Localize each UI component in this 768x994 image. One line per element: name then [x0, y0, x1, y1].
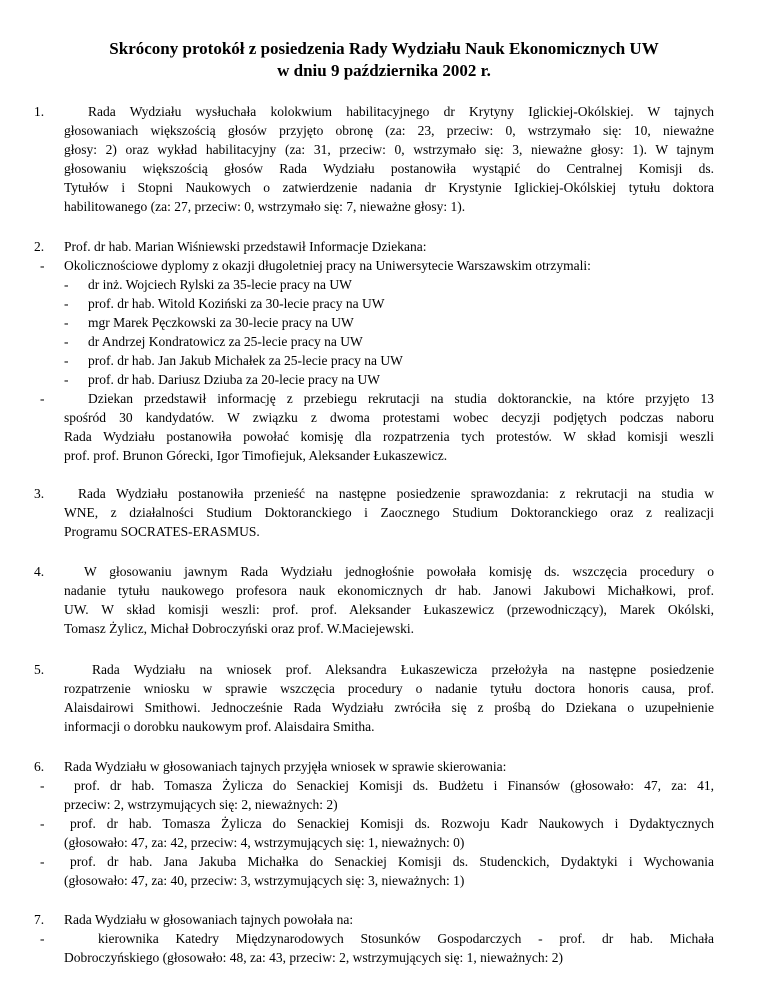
item-6: [34, 757, 714, 890]
item-line: (głosowało: 47, za: 40, przeciw: 3, wstrzymujących się: 3, nieważnych: 1): [64, 873, 465, 888]
committee-referral: - prof. dr hab. Tomasza Żylicza do Senackiej Komisji ds. Budżetu i Finansów (głosowało: 47, za: 41, przeciw: 2, wstrzymujących się: 2, nieważnych: 2): [40, 778, 714, 812]
recipient-item: - mgr Marek Pęczkowski za 30-lecie pracy na UW: [64, 315, 354, 330]
item-line: prof. dr hab. Tomasza Żylicza do Senackiej Komisji ds. Rozwoju Kadr Naukowych i Dydaktycznych: [70, 816, 714, 831]
appointment: - kierownika Katedry Międzynarodowych Stosunków Gospodarczych - prof. dr hab. Michała Dobroczyńskiego (głosowało: 48, za: 43, przeciw: 2, wstrzymujących się: 1, nieważnych: 2): [40, 931, 714, 965]
recipient-item: - prof. dr hab. Dariusz Dziuba za 20-lecie pracy na UW: [64, 372, 380, 387]
item-number: 6.: [34, 759, 45, 774]
item-head: Rada Wydziału w głosowaniach tajnych powołała na:: [64, 912, 354, 927]
item-line: prof. dr hab. Jana Jakuba Michałka do Senackiej Komisji ds. Studenckich, Dydaktyki i Wychowania: [70, 854, 714, 869]
item-line: Rada Wydziału na wniosek prof. Aleksandra Łukaszewicza przełożyła na następne posiedzenie: [92, 662, 714, 677]
diploma-heading: - Okolicznościowe dyplomy z okazji długoletniej pracy na Uniwersytecie Warszawskim otrzymali:: [40, 258, 591, 273]
title-line-1: Skrócony protokół z posiedzenia Rady Wydziału Nauk Ekonomicznych UW: [109, 39, 659, 58]
item-line: (głosowało: 47, za: 42, przeciw: 4, wstrzymujących się: 1, nieważnych: 0): [64, 835, 465, 850]
item-2: [34, 237, 714, 465]
item-7: [34, 910, 714, 967]
recipient-item: - dr Andrzej Kondratowicz za 25-lecie pracy na UW: [64, 334, 363, 349]
document-title: [0, 38, 768, 82]
item-line: kierownika Katedry Międzynarodowych Stosunków Gospodarczych - prof. dr hab. Michała: [98, 931, 714, 946]
title-line-2: w dniu 9 października 2002 r.: [277, 61, 491, 80]
item-number: 7.: [34, 912, 45, 927]
item-line: WNE, z działalności Studium Doktoranckiego i Zaocznego Studium Doktoranckiego oraz z realizacji: [64, 505, 714, 520]
recipient-item: - prof. dr hab. Jan Jakub Michałek za 25-lecie pracy na UW: [64, 353, 403, 368]
item-line: spośród 30 kandydatów. W związku z dwoma protestami wobec decyzji podjętych podczas naboru: [64, 410, 714, 425]
item-line: Tytułów i Stopni Naukowych o zatwierdzenie nadania dr Krystynie Iglickiej-Okólskiej tytułu doktora: [64, 180, 714, 195]
item-line: Rada Wydziału postanowiła powołać komisję dla rozpatrzenia tych protestów. W skład komisji weszli: [64, 429, 714, 444]
item-line: Rada Wydziału postanowiła przenieść na następne posiedzenie sprawozdania: z rekrutacji na studia w: [78, 486, 714, 501]
item-5: [34, 660, 714, 736]
item-number: 1.: [34, 104, 45, 119]
item-line: Alaisdairowi Smithowi. Jednocześnie Rada Wydziału zwróciła się z prośbą do Dziekana o uzupełnienie: [64, 700, 714, 715]
item-line: W głosowaniu jawnym Rada Wydziału jednogłośnie powołała komisję ds. wszczęcia procedury o: [84, 564, 714, 579]
item-line: głosy: 2) oraz wykład habilitacyjny (za: 31, przeciw: 0, wstrzymało się: 3, nieważne głosy: 1). W tajnym: [64, 142, 714, 157]
item-number: 4.: [34, 564, 45, 579]
item-line: Rada Wydziału wysłuchała kolokwium habilitacyjnego dr Krytyny Iglickiej-Okólskiej. W tajnych: [88, 104, 714, 119]
committee-referral: - prof. dr hab. Tomasza Żylicza do Senackiej Komisji ds. Rozwoju Kadr Naukowych i Dydaktycznych (głosowało: 47, za: 42, przeciw: 4, wstrzymujących się: 1, nieważnych: 0): [40, 816, 714, 850]
item-number: 3.: [34, 486, 45, 501]
recipient-item: - prof. dr hab. Witold Koziński za 30-lecie pracy na UW: [64, 296, 385, 311]
item-line: UW. W skład komisji weszli: prof. prof. Aleksander Łukaszewicz (przewodniczący), Marek Okólski,: [64, 602, 714, 617]
item-line: prof. dr hab. Tomasza Żylicza do Senackiej Komisji ds. Budżetu i Finansów (głosowało: 47, za: 41,: [74, 778, 714, 793]
item-4: [34, 562, 714, 638]
item-line: głosowaniu większością głosów Rada Wydziału postanowiła wystąpić do Centralnej Komisji ds.: [64, 161, 714, 176]
item-line: przeciw: 2, wstrzymujących się: 2, nieważnych: 2): [64, 797, 338, 812]
item-line: habilitowanego (za: 27, przeciw: 0, wstrzymało się: 7, nieważne głosy: 1).: [64, 199, 466, 214]
item-line: Programu SOCRATES-ERASMUS.: [64, 524, 260, 539]
dean-report: - Dziekan przedstawił informację z przebiegu rekrutacji na studia doktoranckie, na które przyjęto 13 spośród 30 kandydatów. W związku z dwoma protestami wobec decyzji podjętych podczas naboru Rada Wydziału postanowiła powołać komisję dla rozpatrzenia tych protestów. W skład komisji weszli prof. prof. Brunon Górecki, Igor Timofiejuk, Aleksander Łukaszewicz.: [40, 391, 714, 463]
committee-referral: - prof. dr hab. Jana Jakuba Michałka do Senackiej Komisji ds. Studenckich, Dydaktyki i Wychowania (głosowało: 47, za: 40, przeciw: 3, wstrzymujących się: 3, nieważnych: 1): [40, 854, 714, 888]
item-number: 5.: [34, 662, 45, 677]
item-line: nadanie tytułu naukowego profesora nauk ekonomicznych dr hab. Janowi Jakubowi Michałkowi, prof.: [64, 583, 714, 598]
item-line: głosowaniach większością głosów przyjęto obronę (za: 23, przeciw: 0, wstrzymało się: 10, nieważne: [64, 123, 714, 138]
item-line: Tomasz Żylicz, Michał Dobroczyński oraz prof. W.Maciejewski.: [64, 621, 414, 636]
item-number: 2.: [34, 239, 45, 254]
item-head: Prof. dr hab. Marian Wiśniewski przedstawił Informacje Dziekana:: [64, 239, 427, 254]
item-3: [34, 484, 714, 541]
recipient-item: - dr inż. Wojciech Rylski za 35-lecie pracy na UW: [64, 277, 352, 292]
item-line: Dobroczyńskiego (głosowało: 48, za: 43, przeciw: 2, wstrzymujących się: 1, nieważnych: 2): [64, 950, 563, 965]
item-line: Dziekan przedstawił informację z przebiegu rekrutacji na studia doktoranckie, na które przyjęto 13: [88, 391, 714, 406]
item-line: rozpatrzenie wniosku w sprawie wszczęcia procedury o nadanie tytułu doctora honoris causa, prof.: [64, 681, 714, 696]
item-line: prof. prof. Brunon Górecki, Igor Timofiejuk, Aleksander Łukaszewicz.: [64, 448, 448, 463]
item-line: informacji o dorobku naukowym prof. Alaisdaira Smitha.: [64, 719, 375, 734]
item-head: Rada Wydziału w głosowaniach tajnych przyjęła wniosek w sprawie skierowania:: [64, 759, 507, 774]
item-1: [34, 102, 714, 216]
